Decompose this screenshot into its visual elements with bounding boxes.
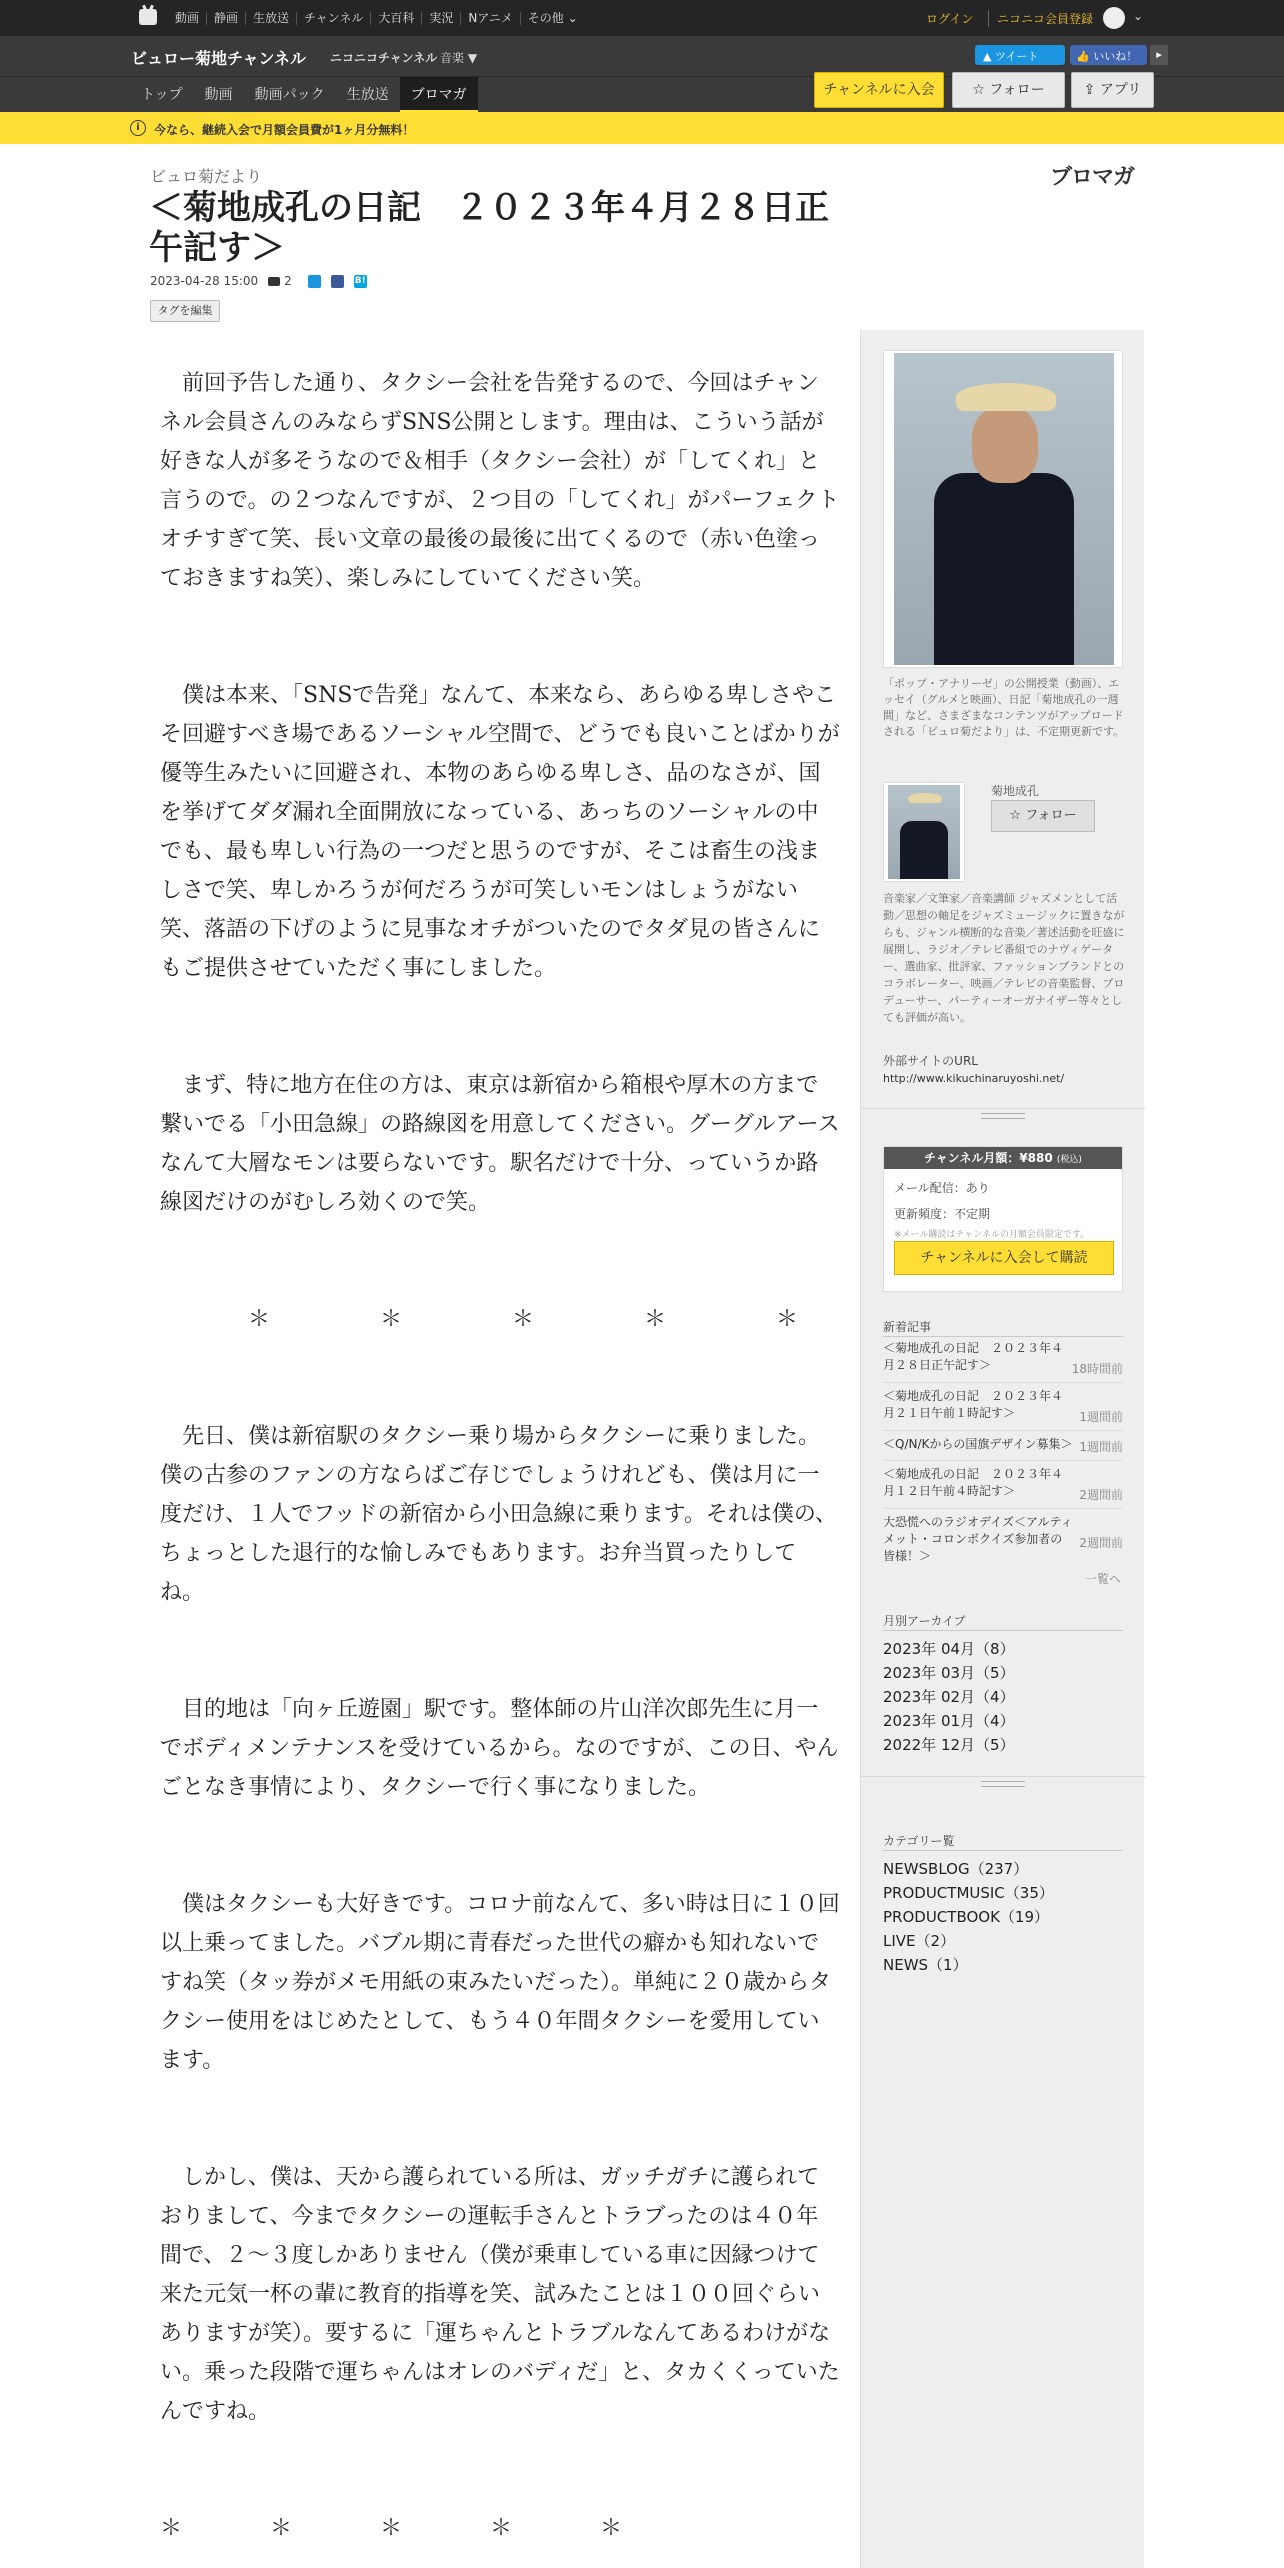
archive-item[interactable]: 2023年 01月（4） [883,1712,1015,1730]
archive-item[interactable]: 2023年 03月（5） [883,1664,1015,1682]
user-avatar-icon[interactable] [1103,7,1125,29]
news-item[interactable] [883,1514,1123,1563]
news-time: 1週間前 [1079,1440,1123,1454]
news-item[interactable] [883,1436,1123,1456]
author-bio: 音楽家／文筆家／音楽講師 ジャズメンとして活動／思想の軸足をジャズミュージックに置きながらも、ジャンル横断的な音楽／著述活動を旺盛に展開し、ラジオ／テレビ番組でのナヴィゲーター、選曲家、批評家、ファッションブランドとのコラボレーター、映画／テレビの音楽監督、プロデューサー、パーティーオーガナイザー等々としても評価が高い。 [883,892,1125,1024]
news-item[interactable] [883,1340,1123,1378]
price-title: チャンネル月額：¥880 [924,1151,1053,1165]
news-divider [883,1508,1123,1509]
section-divider: ＊ ＊ ＊ ＊ ＊ [160,2516,623,2541]
category-heading: カテゴリー覧 [883,1834,955,1848]
blog-description: 「ポップ・アナリーゼ」の公開授業（動画）、エッセイ（グルメと映画）、日記「菊地成孔の一週間」など、さまざまなコンテンツがアップロードされる「ビュロ菊だより」は、不定期更新です。 [883,677,1125,738]
global-nav-item[interactable]: Nアニメ [461,12,520,25]
sidebar [860,330,1144,2568]
channel-name[interactable]: ビュロー菊地チャンネル [131,49,307,68]
external-site-link[interactable]: http://www.kikuchinaruyoshi.net/ [883,1072,1065,1085]
global-nav-item[interactable]: 生放送 [246,12,297,25]
hatena-bookmark-icon[interactable]: B! [354,275,366,286]
info-icon: i [130,120,146,136]
news-divider [883,1382,1123,1383]
news-title[interactable]: ＜菊地成孔の日記 ２０２３年４月２８日正午記す＞ [883,1341,1064,1372]
global-nav-item[interactable]: チャンネル [297,12,371,25]
external-site-label: 外部サイトのURL [883,1054,978,1068]
monthly-archive-heading: 月別アーカイブ [883,1614,966,1628]
channel-header [0,36,1284,76]
article-meta [150,274,367,288]
news-item[interactable] [883,1388,1123,1426]
twitter-bird-icon: ▲ [983,50,995,63]
twitter-share-icon[interactable] [308,275,321,288]
price-tax: (税込) [1056,1155,1082,1165]
grip-handle-icon [981,1113,1025,1119]
article-title: ＜菊地成孔の日記 ２０２３年４月２８日正午記す＞ [149,188,829,268]
campaign-notice[interactable] [0,112,1284,144]
archive-item[interactable]: 2022年 12月（5） [883,1736,1015,1754]
grip-handle-icon [981,1781,1025,1787]
article-paragraph: しかし、僕は、天から護られている所は、ガッチガチに護られておりまして、今までタクシーの運転手さんとトラブったのは４０年間で、２～３度しかありません（僕が乗車している車に因縁つけて来た元気一杯の輩に教育的指導を笑、試みたことは１００回ぐらいありますが笑）。要するに「運ちゃんとトラブルなんてあるわけがない。乗った段階で運ちゃんはオレのバディだ」と、タカくくっていたんですね。 [160,2165,840,2424]
subscription-note: ※メール購読はチャンネルの月額会員限定です。 [894,1230,1090,1240]
heading-underline [883,1630,1123,1631]
follow-button[interactable] [952,72,1065,108]
comment-count[interactable]: 2 [284,274,292,288]
news-title[interactable]: ＜菊地成孔の日記 ２０２３年４月２１日午前１時記す＞ [883,1389,1064,1420]
join-channel-button[interactable]: チャンネルに入会 [814,72,944,108]
news-title[interactable]: ＜Q/N/Kからの国旗デザイン募集＞ [883,1437,1073,1451]
heading-underline [883,1850,1123,1851]
new-articles-heading: 新着記事 [883,1320,932,1334]
archive-item[interactable]: 2023年 04月（8） [883,1640,1015,1658]
register-link[interactable]: ニコニコ会員登録 [988,10,1093,27]
global-nav [168,0,585,36]
global-nav-item[interactable]: 動画 [168,12,207,25]
article-paragraph: 僕は本来、「SNSで告発」なんて、本来なら、あらゆる卑しさやこそ回避すべき場であるソーシャル空間で、どうでも良いことばかりが優等生みたいに回避され、本物のあらゆる卑しさ、品のなさが、国を挙げてダダ漏れ全面開放になっている、あっちのソーシャルの中でも、最も卑しい行為の一つだと思うのですが、そこは畜生の浅ましさで笑、卑しかろうが何だろうが可笑しいモンはしょうがない笑、落語の下げのように見事なオチがついたのでタダ見の皆さんにもご提供させていただく事にしました。 [160,683,840,981]
author-follow-button[interactable] [991,800,1095,832]
author-avatar-image [888,785,960,879]
category-item[interactable]: LIVE（2） [883,1932,956,1950]
subscribe-button[interactable]: チャンネルに入会して購読 [894,1241,1114,1275]
photo-figure-hat [956,383,1056,411]
news-title[interactable]: 大恐慌へのラジオデイズ＜アルティメット・コロンボクイズ参加者の皆様！＞ [883,1515,1073,1563]
login-link[interactable]: ログイン [926,12,974,26]
subscription-box [883,1146,1123,1292]
author-name[interactable]: 菊地成孔 [991,784,1040,798]
tweet-button[interactable] [975,45,1065,65]
tab-video[interactable]: 動画 [204,87,233,103]
comment-icon[interactable] [268,277,280,286]
news-list-link[interactable]: 一覧へ [1085,1572,1122,1586]
global-nav-item[interactable]: 大百科 [371,12,422,25]
article-body [160,364,840,2568]
article-paragraph: 先日、僕は新宿駅のタクシー乗り場からタクシーに乗りました。僕の古参のファンの方ならばご存じでしょうけれども、僕は月に一度だけ、１人でフッドの新宿から小田急線に乗ります。それは僕の、ちょっとした退行的な愉しみでもあります。お弁当買ったりしてね。 [160,1424,837,1605]
blog-title-link[interactable]: ビュロ菊だより [150,167,263,186]
tab-top[interactable]: トップ [141,87,183,103]
edit-tags-button[interactable]: タグを編集 [150,300,220,322]
news-title[interactable]: ＜菊地成孔の日記 ２０２３年４月１２日午前４時記す＞ [883,1467,1064,1498]
article-date: 2023-04-28 15:00 [150,274,259,288]
section-divider: ＊ ＊ ＊ ＊ ＊ [160,1307,799,1332]
tab-live[interactable]: 生放送 [346,87,389,103]
news-divider [883,1460,1123,1461]
follow-label: フォロー [989,82,1045,98]
news-time: 2週間前 [1079,1488,1123,1502]
avatar-figure-hat [908,793,942,803]
category-item[interactable]: NEWS（1） [883,1956,968,1974]
niconico-tv-icon[interactable] [139,9,157,25]
channel-tabs [130,77,478,113]
news-time: 2週間前 [1079,1536,1123,1550]
news-time: 1週間前 [1079,1410,1123,1424]
category-item[interactable]: PRODUCTMUSIC（35） [883,1884,1054,1902]
author-follow-label: フォロー [1025,808,1077,823]
photo-figure-body [934,473,1074,665]
article-paragraph: 前回予告した通り、タクシー会社を告発するので、今回はチャンネル会員さんのみならずSNS公開とします。理由は、こういう話が好きな人が多そうなので＆相手（タクシー会社）が「してくれ」と言うので。の２つなんですが、２つ目の「してくれ」がパーフェクトオチすぎて笑、長い文章の最後の最後に出てくるので（赤い色塗っておきますね笑）、楽しみにしていてください笑。 [160,371,840,591]
update-frequency: 更新頻度：不定期 [894,1207,991,1221]
price-header [884,1147,1122,1169]
global-nav-item[interactable]: 実況 [422,12,461,25]
tab-blomaga[interactable]: ブロマガ [400,77,478,113]
channel-category[interactable]: 音楽 ▼ [440,51,478,65]
avatar-figure-body [900,821,948,879]
channel-brand[interactable]: ニコニコチャンネル [330,51,438,65]
like-label: いいね！ [1093,50,1138,63]
upload-icon: ⇪ [1083,82,1100,98]
heading-underline [883,1336,1123,1337]
more-share-icon[interactable]: ▸ [1150,45,1168,65]
blog-cover-photo [883,350,1123,668]
tab-video-pack[interactable]: 動画パック [254,87,325,103]
tweet-label: ツイート [994,50,1039,63]
news-divider [883,1430,1123,1431]
notice-text: 今なら、継続入会で月額会員費が1ヶ月分無料！ [154,123,415,137]
article-paragraph: 僕はタクシーも大好きです。コロナ前なんて、多い時は日に１０回以上乗ってました。バブル期に青春だった世代の癖かも知れないですね笑（タッ券がメモ用紙の束みたいだった）。単純に２０歳からタクシー使用をはじめたとして、もう４０年間タクシーを愛用しています。 [160,1892,840,2073]
global-nav-more[interactable]: その他 ⌄ [521,12,585,25]
category-item[interactable]: PRODUCTBOOK（19） [883,1908,1050,1926]
blomaga-logo[interactable]: ブロマガ [1050,165,1135,190]
chevron-down-icon[interactable]: ⌄ [1133,9,1144,23]
global-header [0,0,1284,36]
global-nav-item[interactable]: 静画 [207,12,246,25]
article-paragraph: まず、特に地方在住の方は、東京は新宿から箱根や厚木の方まで繋いでる「小田急線」の路線図を用意してください。グーグルアースなんて大層なモンは要らないです。駅名だけで十分、っていうか路線図だけのがむしろ効くので笑。 [160,1073,840,1215]
category-item[interactable]: NEWSBLOG（237） [883,1860,1029,1878]
sidebar-divider [861,1108,1145,1109]
facebook-like-button[interactable] [1070,45,1147,65]
author-avatar[interactable] [883,782,965,882]
facebook-share-icon[interactable] [331,275,344,288]
app-button[interactable] [1071,72,1154,108]
archive-item[interactable]: 2023年 02月（4） [883,1688,1015,1706]
app-label: アプリ [1099,82,1142,98]
article-paragraph: 目的地は「向ヶ丘遊園」駅です。整体師の片山洋次郎先生に月一でボディメンテナンスを受けているから。なのですが、この日、やんごとなき事情により、タクシーで行く事になりました。 [160,1697,839,1800]
photo-figure-head [972,407,1038,483]
sidebar-divider [861,1776,1145,1777]
mail-delivery: メール配信：あり [894,1181,990,1195]
cover-photo-image [894,353,1114,665]
thumbs-up-icon: 👍 [1076,50,1094,63]
star-icon: ☆ [972,82,990,98]
news-item[interactable] [883,1466,1123,1504]
news-time: 18時間前 [1071,1362,1123,1376]
star-icon: ☆ [1009,808,1026,823]
